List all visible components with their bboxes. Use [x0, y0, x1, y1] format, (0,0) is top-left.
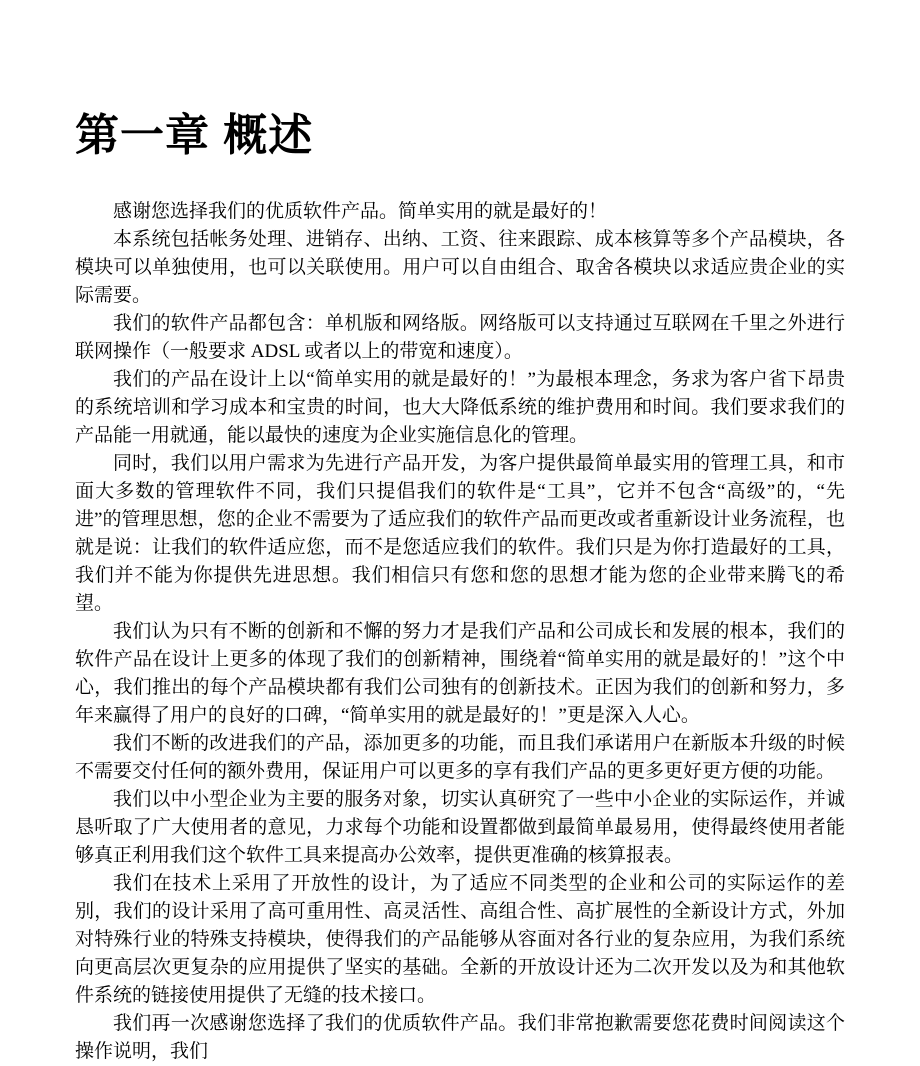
paragraph: 同时，我们以用户需求为先进行产品开发，为客户提供最简单最实用的管理工具，和市面大多数的管理软件不同，我们只提倡我们的软件是“工具”，它并不包含“高级”的，“先进”的管理思想，您的企业不需要为了适应我们的软件产品而更改或者重新设计业务流程，也就是说：让我们的软件适应您，而不是您适应我们的软件。我们只是为你打造最好的工具，我们并不能为你提供先进思想。我们相信只有您和您的思想才能为您的企业带来腾飞的希望。 [75, 453, 845, 614]
paragraph: 我们以中小型企业为主要的服务对象，切实认真研究了一些中小企业的实际运作，并诚恳听取了广大使用者的意见，力求每个功能和设置都做到最简单最易用，使得最终使用者能够真正利用我们这个软件工具来提高办公效率，提供更准确的核算报表。 [75, 789, 845, 866]
document-body [75, 198, 845, 1066]
paragraph: 我们的软件产品都包含：单机版和网络版。网络版可以支持通过互联网在千里之外进行联网操作（一般要求 ADSL 或者以上的带宽和速度）。 [75, 313, 845, 362]
document-content [75, 0, 845, 1066]
chapter-title: 第一章 概述 [75, 111, 314, 160]
paragraph: 我们再一次感谢您选择了我们的优质软件产品。我们非常抱歉需要您花费时间阅读这个操作说明，我们 [75, 1013, 845, 1062]
paragraph: 感谢您选择我们的优质软件产品。简单实用的就是最好的！ [113, 201, 608, 222]
paragraph: 本系统包括帐务处理、进销存、出纳、工资、往来跟踪、成本核算等多个产品模块，各模块可以单独使用，也可以关联使用。用户可以自由组合、取舍各模块以求适应贵企业的实际需要。 [75, 229, 845, 306]
paragraph: 我们的产品在设计上以“简单实用的就是最好的！”为最根本理念，务求为客户省下昂贵的系统培训和学习成本和宝贵的时间，也大大降低系统的维护费用和时间。我们要求我们的产品能一用就通，能以最快的速度为企业实施信息化的管理。 [75, 369, 845, 446]
paragraph: 我们认为只有不断的创新和不懈的努力才是我们产品和公司成长和发展的根本，我们的软件产品在设计上更多的体现了我们的创新精神，围绕着“简单实用的就是最好的！”这个中心，我们推出的每个产品模块都有我们公司独有的创新技术。正因为我们的创新和努力，多年来赢得了用户的良好的口碑，“简单实用的就是最好的！”更是深入人心。 [75, 621, 845, 726]
paragraph: 我们在技术上采用了开放性的设计，为了适应不同类型的企业和公司的实际运作的差别，我们的设计采用了高可重用性、高灵活性、高组合性、高扩展性的全新设计方式，外加对特殊行业的特殊支持模块，使得我们的产品能够从容面对各行业的复杂应用，为我们系统向更高层次更复杂的应用提供了坚实的基础。全新的开放设计还为二次开发以及为和其他软件系统的链接使用提供了无缝的技术接口。 [75, 873, 845, 1006]
paragraph: 我们不断的改进我们的产品，添加更多的功能，而且我们承诺用户在新版本升级的时候不需要交付任何的额外费用，保证用户可以更多的享有我们产品的更多更好更方便的功能。 [75, 733, 845, 782]
